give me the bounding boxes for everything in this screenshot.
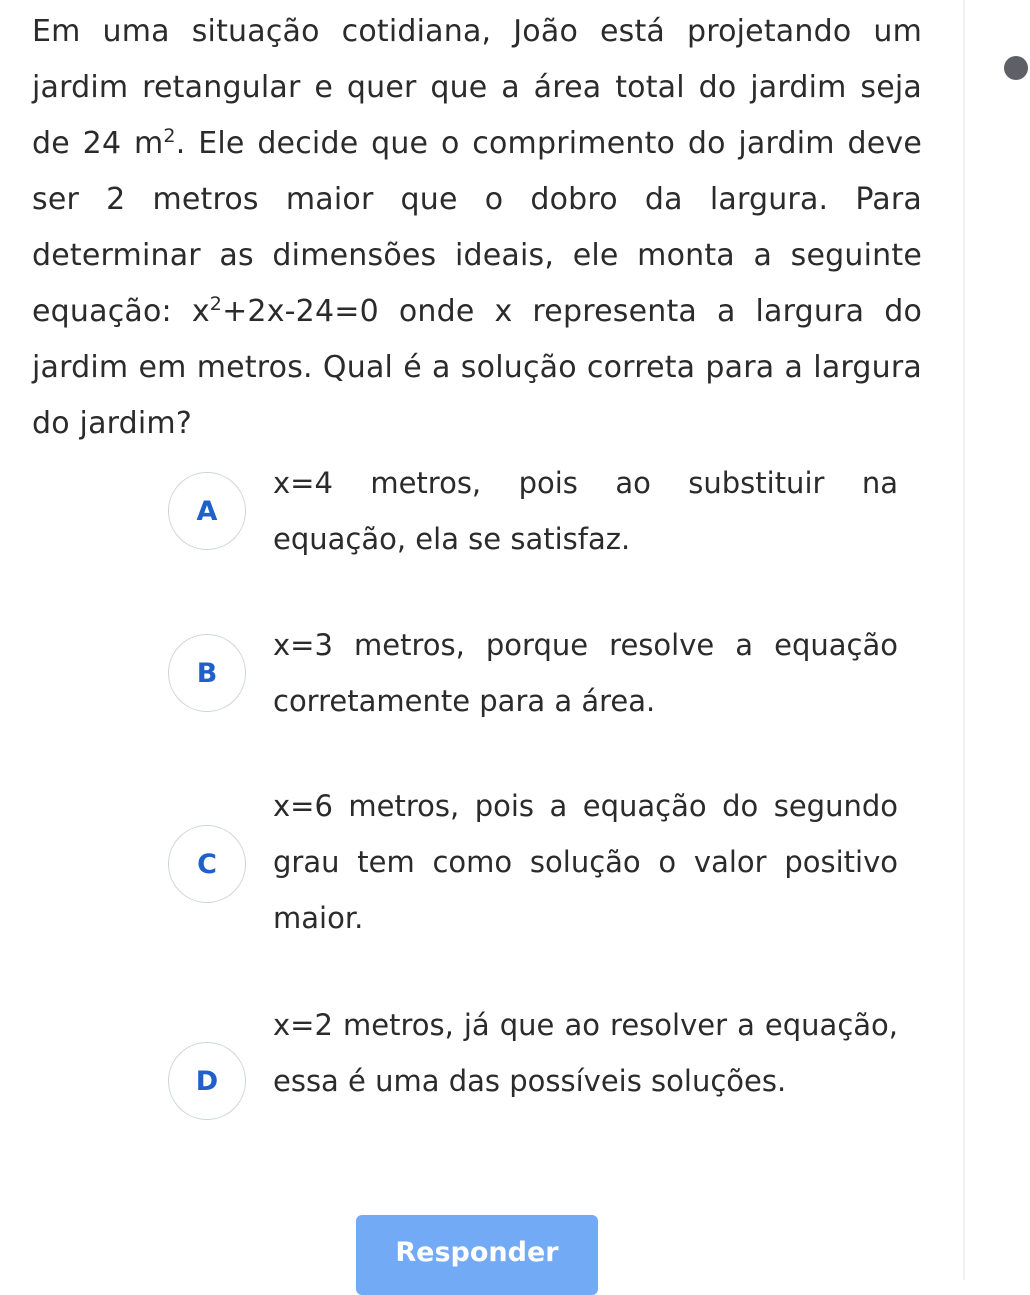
question-part-2: . Ele decide que o comprimento do jardim deve ser 2 metros maior que o dobro da largura. Para determinar as dimensões ideais, ele monta a seguinte equação: x xyxy=(32,126,922,329)
option-c-text[interactable]: x=6 metros, pois a equação do segundo grau tem como solução o valor positivo maior. xyxy=(273,789,898,935)
scrollbar-thumb[interactable] xyxy=(1004,56,1028,80)
option-c-letter[interactable]: C xyxy=(168,825,246,903)
equation-exponent: 2 xyxy=(209,293,223,315)
option-a-letter[interactable]: A xyxy=(168,472,246,550)
question-part-1: Em uma situação cotidiana, João está projetando um jardim retangular e quer que a área total do jardim seja de 24 m xyxy=(32,14,922,161)
question-part-3: +2x-24=0 onde x representa a largura do jardim em metros. Qual é a solução correta para a largura do jardim? xyxy=(32,294,922,441)
option-b-text[interactable]: x=3 metros, porque resolve a equação corretamente para a área. xyxy=(273,628,898,718)
scrollbar-track[interactable] xyxy=(963,0,965,1280)
option-d-letter[interactable]: D xyxy=(168,1042,246,1120)
option-d-text[interactable]: x=2 metros, já que ao resolver a equação, essa é uma das possíveis soluções. xyxy=(273,1008,898,1098)
question-text xyxy=(32,4,922,452)
option-b-letter[interactable]: B xyxy=(168,634,246,712)
option-a-text[interactable]: x=4 metros, pois ao substituir na equação, ela se satisfaz. xyxy=(273,466,898,556)
area-exponent: 2 xyxy=(163,125,176,147)
respond-button[interactable]: Responder xyxy=(356,1215,598,1295)
